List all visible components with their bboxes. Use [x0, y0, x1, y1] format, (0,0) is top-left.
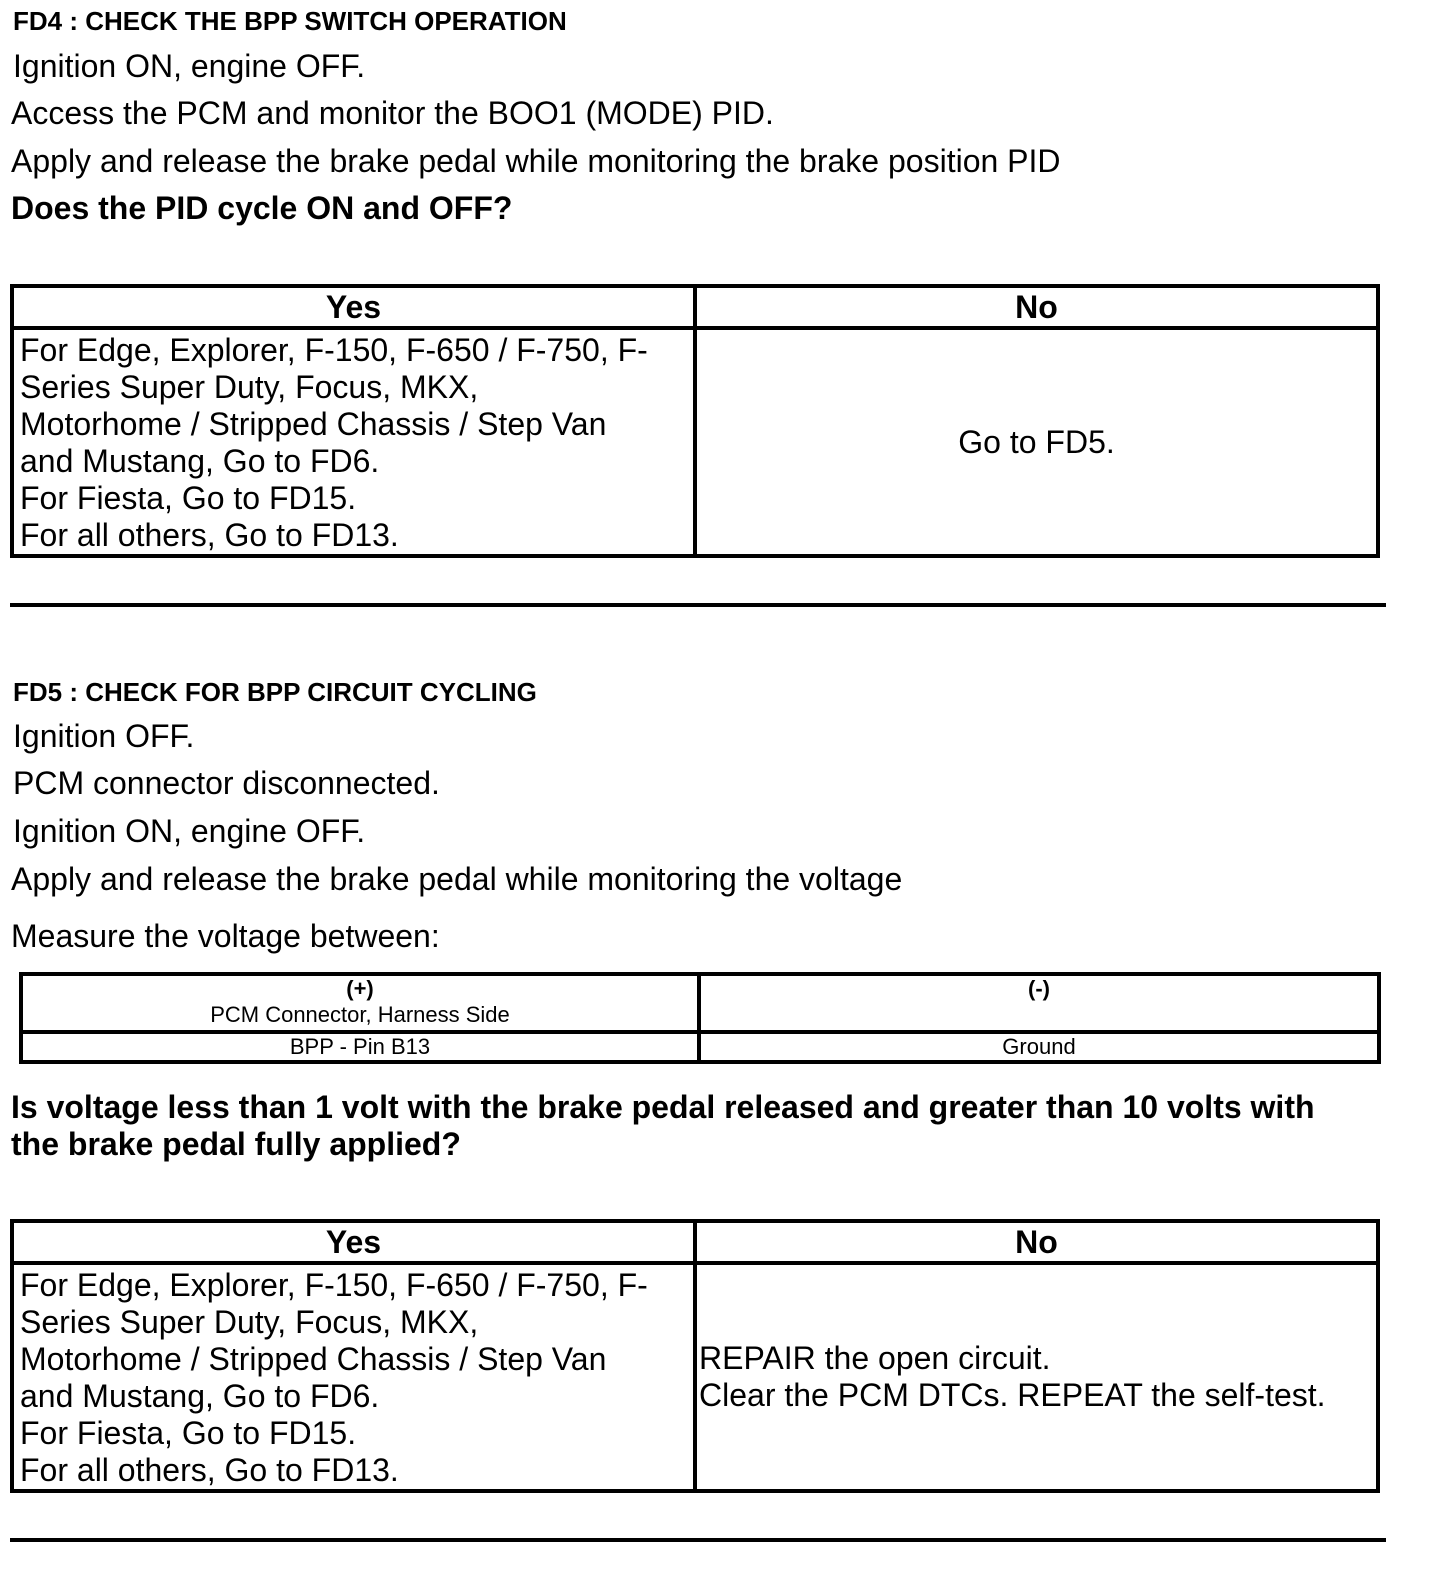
minus-terminal-value: Ground — [699, 1032, 1379, 1062]
fd5-step-2: PCM connector disconnected. — [13, 765, 440, 801]
fd4-yes-line: Motorhome / Stripped Chassis / Step Van — [20, 406, 607, 442]
fd4-yes-line: For Fiesta, Go to FD15. — [20, 480, 357, 516]
fd5-yes-line: For Edge, Explorer, F-150, F-650 / F-750, F- — [20, 1267, 648, 1303]
fd5-yes-line: Motorhome / Stripped Chassis / Step Van — [20, 1341, 607, 1377]
fd4-yes-line: For all others, Go to FD13. — [20, 517, 399, 553]
fd5-step-3: Ignition ON, engine OFF. — [13, 813, 366, 849]
fd4-answer-table — [10, 284, 1380, 558]
plus-terminal-cell — [21, 974, 699, 1032]
fd5-heading: FD5 : CHECK FOR BPP CIRCUIT CYCLING — [13, 677, 537, 707]
fd4-yes-line: and Mustang, Go to FD6. — [20, 443, 380, 479]
fd4-step-3: Apply and release the brake pedal while monitoring the brake position PID — [11, 143, 1061, 179]
fd5-measure-label: Measure the voltage between: — [11, 918, 440, 954]
plus-symbol: (+) — [346, 976, 374, 1001]
fd5-yes-line: For all others, Go to FD13. — [20, 1452, 399, 1488]
fd5-yes-cell — [12, 1263, 695, 1491]
section-divider — [10, 603, 1386, 607]
plus-terminal-value: BPP - Pin B13 — [21, 1032, 699, 1062]
fd5-no-header: No — [695, 1221, 1378, 1263]
fd5-step-1: Ignition OFF. — [13, 718, 195, 754]
fd4-yes-cell — [12, 328, 695, 556]
fd5-yes-line: For Fiesta, Go to FD15. — [20, 1415, 357, 1451]
fd5-question-line-1: Is voltage less than 1 volt with the brake pedal released and greater than 10 volts with — [11, 1089, 1315, 1125]
minus-symbol: (-) — [1028, 976, 1050, 1001]
fd5-step-4: Apply and release the brake pedal while monitoring the voltage — [11, 861, 903, 897]
fd5-no-line: Clear the PCM DTCs. REPEAT the self-test. — [699, 1377, 1326, 1413]
section-divider — [10, 1538, 1386, 1542]
fd5-answer-table — [10, 1219, 1380, 1493]
fd5-yes-line: and Mustang, Go to FD6. — [20, 1378, 380, 1414]
fd4-no-cell: Go to FD5. — [695, 328, 1378, 556]
fd5-no-line: REPAIR the open circuit. — [699, 1340, 1051, 1376]
fd4-step-1: Ignition ON, engine OFF. — [13, 48, 366, 84]
fd4-yes-line: For Edge, Explorer, F-150, F-650 / F-750, F- — [20, 332, 648, 368]
fd5-yes-header: Yes — [12, 1221, 695, 1263]
fd4-yes-line: Series Super Duty, Focus, MKX, — [20, 369, 479, 405]
plus-terminal-label: PCM Connector, Harness Side — [210, 1002, 510, 1027]
fd4-yes-header: Yes — [12, 286, 695, 328]
fd4-question: Does the PID cycle ON and OFF? — [11, 190, 513, 226]
fd5-yes-line: Series Super Duty, Focus, MKX, — [20, 1304, 479, 1340]
fd4-step-2: Access the PCM and monitor the BOO1 (MODE) PID. — [11, 95, 774, 131]
fd4-heading: FD4 : CHECK THE BPP SWITCH OPERATION — [13, 6, 567, 36]
minus-terminal-cell — [699, 974, 1379, 1032]
fd4-no-header: No — [695, 286, 1378, 328]
fd5-measure-table — [19, 972, 1381, 1064]
fd5-no-cell — [695, 1263, 1378, 1491]
fd5-question-line-2: the brake pedal fully applied? — [11, 1126, 461, 1162]
